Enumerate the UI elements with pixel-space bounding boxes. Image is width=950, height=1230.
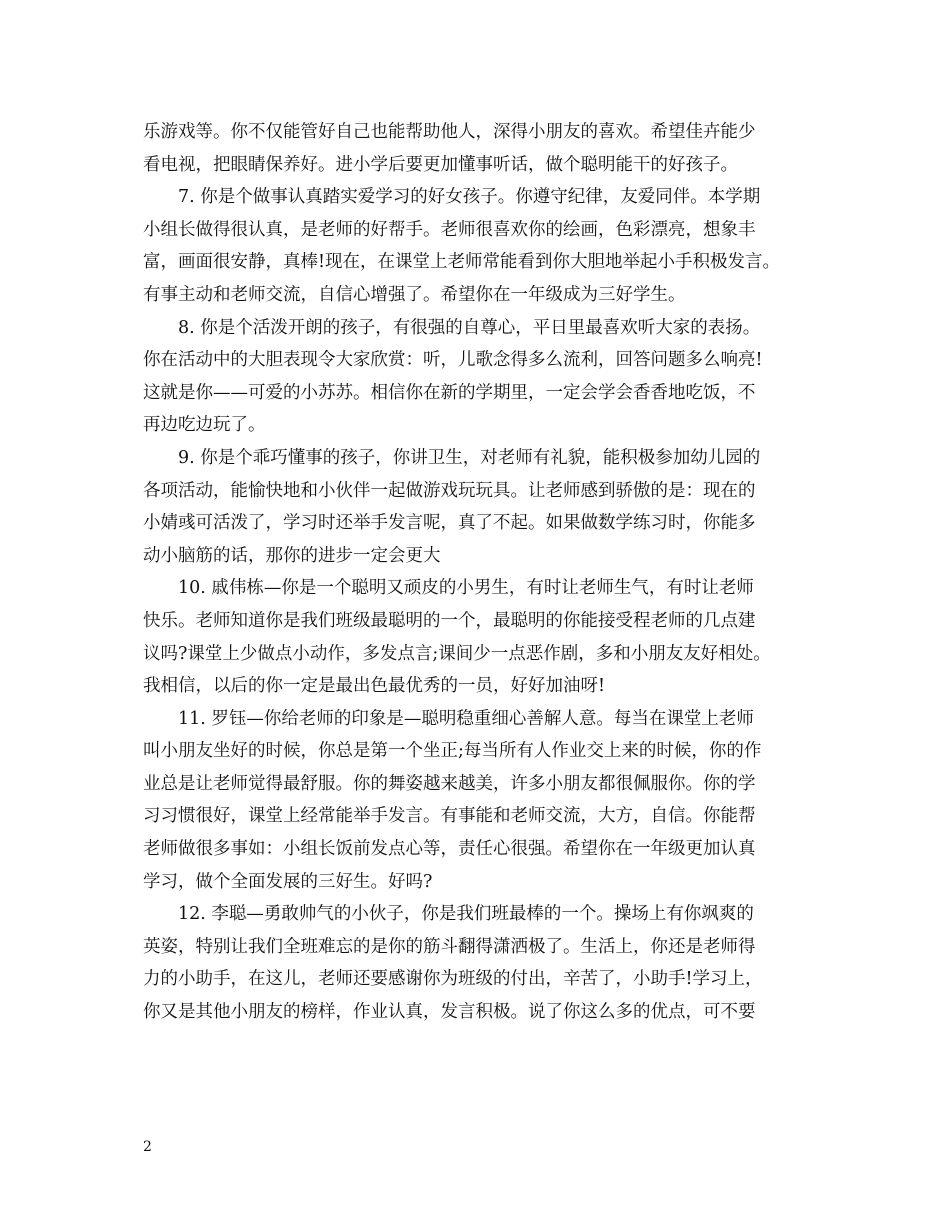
- text-line: 小婧彧可活泼了，学习时还举手发言呢，真了不起。如果做数学练习时，你能多: [143, 513, 756, 534]
- text-line: 我相信，以后的你一定是最出色最优秀的一员，好好加油呀!: [143, 676, 606, 697]
- paragraph-7: [143, 181, 823, 311]
- paragraph-8: [143, 312, 823, 442]
- text-line: 老师做很多事如：小组长饭前发点心等，责任心很强。希望你在一年级更加认真: [143, 839, 756, 860]
- text-line: 乐游戏等。你不仅能管好自己也能帮助他人，深得小朋友的喜欢。希望佳卉能少: [143, 122, 756, 142]
- text-line: 各项活动，能愉快地和小伙伴一起做游戏玩玩具。让老师感到骄傲的是：现在的: [143, 480, 756, 501]
- text-line: 9. 你是个乖巧懂事的孩子，你讲卫生，对老师有礼貌，能积极参加幼儿园的: [178, 447, 761, 468]
- text-line: 英姿，特别让我们全班难忘的是你的筋斗翻得潇洒极了。生活上，你还是老师得: [143, 936, 756, 957]
- text-line: 快乐。老师知道你是我们班级最聪明的一个，最聪明的你能接受程老师的几点建: [143, 610, 756, 631]
- text-line: 你又是其他小朋友的榜样，作业认真，发言积极。说了你这么多的优点，可不要: [143, 1002, 756, 1023]
- page-number: 2: [143, 1139, 152, 1155]
- text-line: 10. 戚伟栋—你是一个聪明又顽皮的小男生，有时让老师生气，有时让老师: [178, 578, 754, 599]
- text-line: 再边吃边玩了。: [143, 415, 266, 436]
- text-line: 看电视，把眼睛保养好。进小学后要更加懂事听话，做个聪明能干的好孩子。: [143, 154, 738, 175]
- document-body: [143, 116, 823, 1029]
- text-line: 业总是让老师觉得最舒服。你的舞姿越来越美，许多小朋友都很佩服你。你的学: [143, 773, 756, 794]
- text-line: 议吗?课堂上少做点小动作，多发点言;课间少一点恶作剧，多和小朋友友好相处。: [143, 643, 771, 664]
- text-line: 11. 罗钰—你给老师的印象是—聪明稳重细心善解人意。每当在课堂上老师: [178, 708, 754, 729]
- paragraph-continuation: [143, 116, 823, 181]
- text-line: 学习，做个全面发展的三好生。好吗?: [143, 871, 433, 892]
- text-line: 12. 李聪—勇敢帅气的小伙子，你是我们班最棒的一个。操场上有你飒爽的: [178, 904, 754, 925]
- text-line: 习习惯很好，课堂上经常能举手发言。有事能和老师交流，大方，自信。你能帮: [143, 806, 756, 827]
- text-line: 力的小助手，在这儿，老师还要感谢你为班级的付出，辛苦了，小助手!学习上，: [143, 969, 763, 990]
- text-line: 你在活动中的大胆表现令大家欣赏：听，儿歌念得多么流利，回答问题多么响亮!: [143, 350, 763, 371]
- text-line: 有事主动和老师交流，自信心增强了。希望你在一年级成为三好学生。: [143, 284, 686, 305]
- text-line: 小组长做得很认真，是老师的好帮手。老师很喜欢你的绘画，色彩漂亮，想象丰: [143, 219, 756, 240]
- text-line: 叫小朋友坐好的时候，你总是第一个坐正;每当所有人作业交上来的时候，你的作: [143, 741, 762, 762]
- paragraph-10: [143, 572, 823, 702]
- paragraph-9: [143, 442, 823, 572]
- paragraph-12: [143, 898, 823, 1028]
- text-line: 这就是你——可爱的小苏苏。相信你在新的学期里，一定会学会香香地吃饭，不: [143, 382, 756, 403]
- text-line: 7. 你是个做事认真踏实爱学习的好女孩子。你遵守纪律，友爱同伴。本学期: [178, 187, 761, 208]
- text-line: 动小脑筋的话，那你的进步一定会更大: [143, 545, 441, 566]
- text-line: 8. 你是个活泼开朗的孩子，有很强的自尊心，平日里最喜欢听大家的表扬。: [178, 317, 761, 338]
- text-line: 富，画面很安静，真棒!现在，在课堂上老师常能看到你大胆地举起小手积极发言。: [143, 252, 781, 273]
- paragraph-11: [143, 703, 823, 899]
